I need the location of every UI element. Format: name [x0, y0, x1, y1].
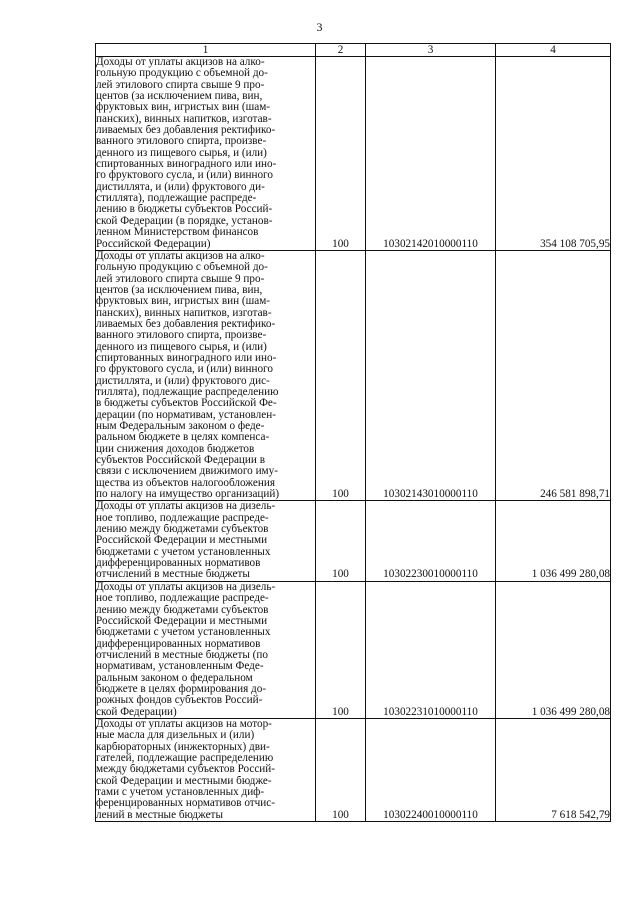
- description-line: Российской Федерации): [96, 238, 211, 250]
- description-line: дистиллята, и (или) фруктового дис-: [96, 375, 270, 387]
- description-line: тиллята), подлежащие распределению: [96, 386, 279, 398]
- budget-classification-code: 10302230010000110: [366, 501, 496, 581]
- description-line: тами с учетом установленных диф-: [96, 787, 265, 798]
- description-line: Доходы от уплаты акцизов на мотор-: [96, 718, 272, 730]
- description-line: дистиллята, и (или) фруктового ди-: [96, 181, 265, 193]
- description-line: Доходы от уплаты акцизов на алко-: [96, 57, 265, 68]
- budget-classification-code: 10302231010000110: [366, 581, 496, 718]
- description-line: спиртованных виноградного или ино-: [96, 352, 277, 364]
- description-line: лению между бюджетами субъектов: [96, 524, 269, 536]
- amount-value: 246 581 898,71: [496, 250, 611, 501]
- description-line: фруктовых вин, игристых вин (шам-: [96, 296, 271, 308]
- description-line: дифференцированных нормативов: [96, 558, 261, 570]
- description-line: ской Федерации (в порядке, установ-: [96, 215, 273, 227]
- description-line: гольную продукцию с объемной до-: [96, 262, 268, 274]
- revenue-description: [96, 581, 316, 718]
- description-line: денного из пищевого сырья, и (или): [96, 147, 267, 159]
- description-line: отчислений в местные бюджеты (по: [96, 649, 268, 661]
- description-line: денного из пищевого сырья, и (или): [96, 341, 267, 353]
- description-line: ской Федерации): [96, 706, 177, 718]
- description-line: лению между бюджетами субъектов: [96, 604, 269, 616]
- column-header-4: 4: [496, 44, 611, 57]
- description-line: бюджете в целях формирования до-: [96, 683, 267, 695]
- description-line: отчислений в местные бюджеты: [96, 569, 250, 581]
- description-line: го фруктового сусла, и (или) винного: [96, 170, 273, 182]
- description-line: ференцированных нормативов отчис-: [96, 798, 275, 810]
- description-line: лей этилового спирта свыше 9 про-: [96, 273, 265, 285]
- description-line: ванного этилового спирта, произве-: [96, 330, 267, 342]
- description-line: по налогу на имущество организаций): [96, 489, 280, 501]
- description-line: нормативам, установленным Феде-: [96, 661, 264, 673]
- amount-value: 1 036 499 280,08: [496, 501, 611, 581]
- description-line: дифференцированных нормативов: [96, 638, 261, 650]
- table-row: [96, 250, 611, 501]
- description-line: ным Федеральным законом о феде-: [96, 421, 265, 432]
- description-line: ное топливо, подлежащие распреде-: [96, 512, 269, 524]
- description-line: ливаемых без добавления ректифико-: [96, 125, 276, 137]
- table-row: [96, 718, 611, 821]
- description-line: гателей, подлежащие распределению: [96, 752, 274, 764]
- description-line: ленном Министерством финансов: [96, 227, 259, 239]
- budget-classification-code: 10302142010000110: [366, 57, 496, 251]
- description-line: между бюджетами субъектов Россий-: [96, 764, 276, 776]
- table-row: [96, 57, 611, 251]
- description-line: панских), винных напитков, изготав-: [96, 307, 272, 319]
- description-line: центов (за исключением пива, вин,: [96, 91, 263, 103]
- table-body: [96, 57, 611, 822]
- description-line: го фруктового сусла, и (или) винного: [96, 364, 273, 376]
- table-header-row: [96, 44, 611, 57]
- budget-classification-code: 10302240010000110: [366, 718, 496, 821]
- description-line: спиртованных виноградного или ино-: [96, 159, 277, 171]
- revenue-description: [96, 250, 316, 501]
- description-line: ванного этилового спирта, произве-: [96, 136, 267, 148]
- description-line: ные масла для дизельных и (или): [96, 730, 255, 742]
- table-row: [96, 501, 611, 581]
- description-line: лей этилового спирта свыше 9 про-: [96, 79, 265, 91]
- admin-code: 100: [316, 581, 366, 718]
- description-line: Российской Федерации и местными: [96, 615, 268, 627]
- page-number: 3: [316, 20, 323, 34]
- description-line: субъектов Российской Федерации в: [96, 455, 265, 467]
- description-line: Российской Федерации и местными: [96, 535, 268, 547]
- description-line: гольную продукцию с объемной до-: [96, 68, 268, 80]
- description-line: лению в бюджеты субъектов Россий-: [96, 204, 273, 216]
- amount-value: 1 036 499 280,08: [496, 581, 611, 718]
- amount-value: 7 618 542,79: [496, 718, 611, 821]
- description-line: в бюджеты субъектов Российской Фе-: [96, 398, 277, 410]
- description-line: бюджетами с учетом установленных: [96, 627, 271, 639]
- description-line: ской Федерации и местными бюдже-: [96, 775, 272, 787]
- description-line: дерации (по нормативам, установлен-: [96, 409, 276, 421]
- admin-code: 100: [316, 718, 366, 821]
- revenue-description: [96, 718, 316, 821]
- description-line: связи с исключением движимого иму-: [96, 466, 278, 478]
- description-line: Доходы от уплаты акцизов на дизель-: [96, 581, 276, 593]
- column-header-2: 2: [316, 44, 366, 57]
- description-line: Доходы от уплаты акцизов на алко-: [96, 250, 265, 262]
- description-line: панских), винных напитков, изготав-: [96, 113, 272, 125]
- admin-code: 100: [316, 57, 366, 251]
- column-header-1: 1: [96, 44, 316, 57]
- description-line: рожных фондов субъектов Россий-: [96, 695, 263, 707]
- revenue-description: [96, 501, 316, 581]
- description-line: бюджетами с учетом установленных: [96, 546, 271, 558]
- description-line: лений в местные бюджеты: [96, 809, 223, 821]
- budget-classification-code: 10302143010000110: [366, 250, 496, 501]
- column-header-3: 3: [366, 44, 496, 57]
- admin-code: 100: [316, 250, 366, 501]
- budget-revenue-table: [95, 43, 611, 822]
- revenue-description: [96, 57, 316, 251]
- description-line: Доходы от уплаты акцизов на дизель-: [96, 501, 276, 513]
- description-line: ное топливо, подлежащие распреде-: [96, 593, 269, 605]
- description-line: ральном бюджете в целях компенса-: [96, 432, 270, 444]
- description-line: фруктовых вин, игристых вин (шам-: [96, 102, 271, 114]
- description-line: ральным законом о федеральном: [96, 672, 253, 684]
- description-line: ции снижения доходов бюджетов: [96, 443, 255, 455]
- description-line: карбюраторных (инжекторных) дви-: [96, 741, 270, 753]
- description-line: ливаемых без добавления ректифико-: [96, 318, 276, 330]
- admin-code: 100: [316, 501, 366, 581]
- amount-value: 354 108 705,95: [496, 57, 611, 251]
- description-line: стиллята), подлежащие распреде-: [96, 193, 257, 205]
- table-row: [96, 581, 611, 718]
- description-line: центов (за исключением пива, вин,: [96, 284, 263, 296]
- description-line: щества из объектов налогообложения: [96, 477, 275, 489]
